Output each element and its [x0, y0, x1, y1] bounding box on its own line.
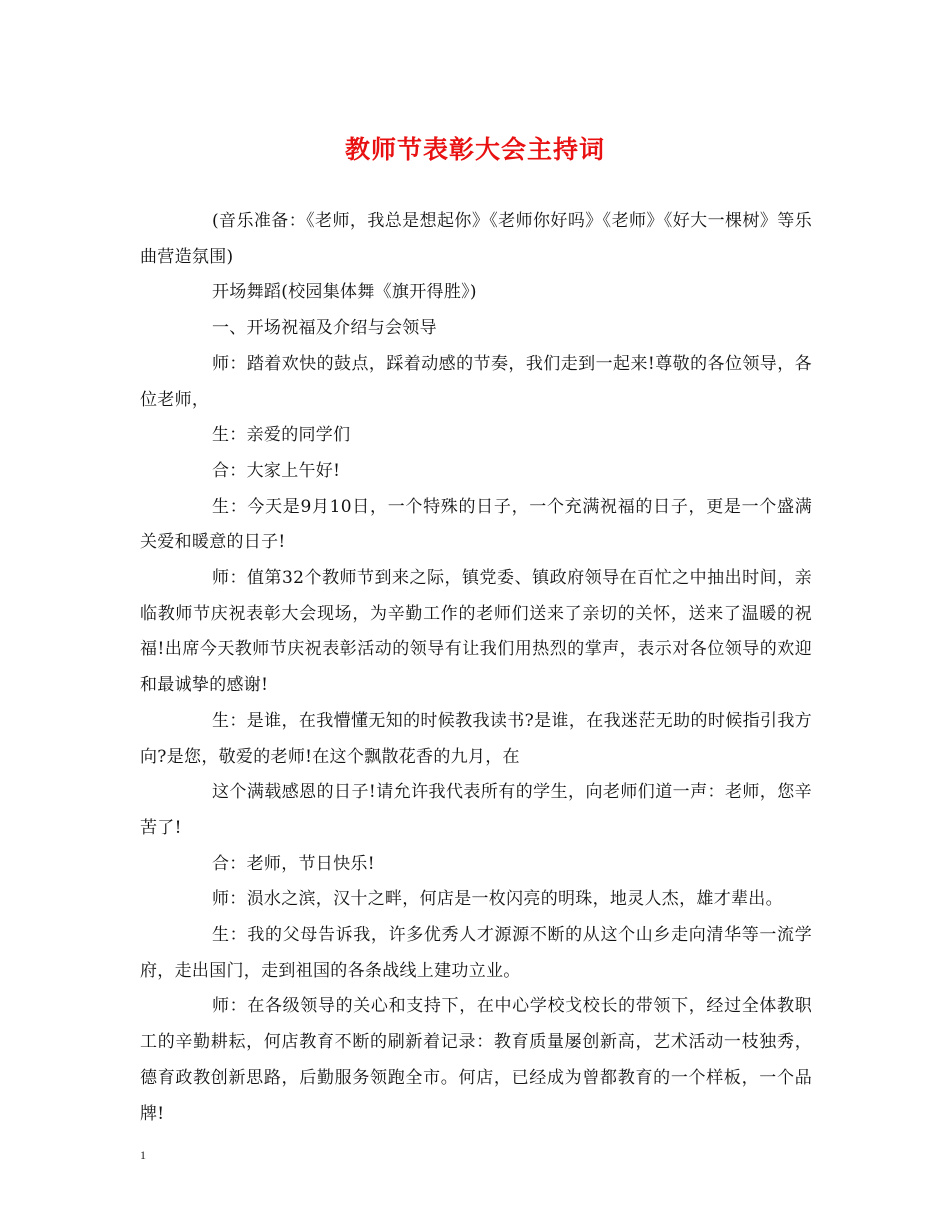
paragraph: 生：我的父母告诉我，许多优秀人才源源不断的从这个山乡走向清华等一流学府，走出国门，走到祖国的各条战线上建功立业。 [140, 925, 812, 981]
paragraph: (音乐准备：《老师，我总是想起你》《老师你好吗》《老师》《好大一棵树》等乐曲营造氛围) [140, 211, 812, 267]
paragraph: 开场舞蹈(校园集体舞《旗开得胜》) [212, 282, 477, 303]
paragraph: 生：亲爱的同学们 [212, 425, 351, 446]
paragraph: 师：值第32个教师节到来之际，镇党委、镇政府领导在百忙之中抽出时间，亲临教师节庆祝表彰大会现场，为辛勤工作的老师们送来了亲切的关怀，送来了温暖的祝福!出席今天教师节庆祝表彰活动的领导有让我们用热烈的掌声，表示对各位领导的欢迎和最诚挚的感谢! [140, 568, 812, 696]
paragraph: 师：涢水之滨，汉十之畔，何店是一枚闪亮的明珠，地灵人杰，雄才辈出。 [212, 889, 783, 910]
paragraph: 师：在各级领导的关心和支持下，在中心学校戈校长的带领下，经过全体教职工的辛勤耕耘，何店教育不断的刷新着记录：教育质量屡创新高，艺术活动一枝独秀，德育政教创新思路，后勤服务领跑全市。何店，已经成为曾都教育的一个样板，一个品牌! [140, 996, 812, 1124]
paragraph: 生：是谁，在我懵懂无知的时候教我读书?是谁，在我迷茫无助的时候指引我方向?是您，敬爱的老师!在这个飘散花香的九月，在 [140, 710, 812, 767]
paragraph: 合：大家上午好! [212, 460, 341, 481]
paragraph: 生：今天是9月10日，一个特殊的日子，一个充满祝福的日子，更是一个盛满关爱和暖意的日子! [140, 496, 812, 553]
section-heading: 一、开场祝福及介绍与会领导 [212, 318, 437, 339]
paragraph: 这个满载感恩的日子!请允许我代表所有的学生，向老师们道一声：老师，您辛苦了! [140, 782, 812, 838]
paragraph: 师：踏着欢快的鼓点，踩着动感的节奏，我们走到一起来!尊敬的各位领导，各位老师， [140, 353, 812, 410]
page-number: 1 [140, 1148, 146, 1162]
paragraph: 合：老师，节日快乐! [212, 853, 375, 874]
document-body [140, 204, 812, 1132]
document-title: 教师节表彰大会主持词 [344, 135, 605, 164]
